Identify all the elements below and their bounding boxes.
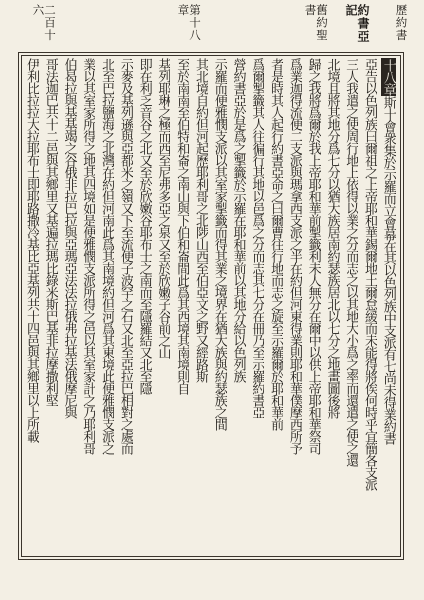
- text-column: [137, 58, 152, 552]
- text-column: [174, 58, 189, 552]
- page-number: 二百十六: [31, 4, 57, 42]
- column-text: 北境且將其地分爲七分以猶大族居南約瑟族居北以七分之地畫圖後將: [324, 58, 340, 418]
- column-text: 者是時其人起行約書亞命之曰爾曹往行地而志之旋至示羅爾於耶和華前: [268, 58, 284, 430]
- text-column: [231, 58, 246, 552]
- column-text: 業以其室家所得之地其四境如是便雅憫支派所得之邑以其室家計之乃耶利哥: [80, 58, 96, 454]
- text-column: [249, 58, 264, 552]
- text-columns: [24, 58, 396, 552]
- column-text: 哥法迦巴共十二邑與其鄉里又基遍拉瑪比錄米斯巴基非拉摩撒利堅: [42, 58, 58, 406]
- text-column: [24, 58, 39, 552]
- column-text: 歸之我將爲爾於我上帝耶和華前掣籤利未人無分在爾中以供上帝耶和華祭司: [305, 58, 321, 454]
- running-header-chapter: 第十八章: [176, 4, 202, 42]
- column-text: 爲爾掣籤其人往徧行其地以邑爲之分而志其七分在冊乃至示羅約書亞: [249, 58, 265, 418]
- column-text: 亞告以色列族曰爾祖之上帝耶和華錫爾地土爾怠緩而未能得將俟何時乎宜簡各支派: [362, 58, 378, 490]
- text-column: [193, 58, 208, 552]
- text-column: [343, 58, 358, 552]
- text-column: [155, 58, 170, 552]
- text-column: [43, 58, 58, 552]
- running-header-heading: 約書亞記: [344, 4, 370, 43]
- column-text: 基列耶琳之極而西至尼弗多亞之泉又至於欣嫩子谷前之山: [155, 58, 171, 358]
- text-column: [99, 58, 114, 552]
- column-text: 營約書亞於是爲之掣籤於示羅在耶和華前以其地分給以色列族: [230, 58, 246, 382]
- chapter-marker: 十八章: [380, 59, 396, 95]
- column-text: 其北境自約但河起歷耶利哥之北陟山西至伯亞文之野又經路斯: [193, 58, 209, 382]
- column-text: 伊利比拉拉大拉耶布士即耶路撒冷基比亞基列共十四邑與其鄉里以上所載: [24, 58, 39, 442]
- column-text: 伯曷拉與基基竭之谷俄非拉巴拉與亞瑪亞法法拉俄弗拉基法俄摩尼與: [61, 58, 77, 418]
- column-text: 至於南南至伯特和崙之南山與下伯和崙間此爲其西境其南境則自: [174, 58, 190, 394]
- running-header-subbook: 舊約聖書: [303, 4, 329, 42]
- text-column: [212, 58, 227, 552]
- column-text: 示羅而便雅憫支派以其室家掣籤而得其業之境界在猶大族與約瑟族之間: [211, 58, 227, 430]
- column-text: 示麥及基列遜與亞都米之嶺又下至流便子波罕之石又北至亞拉巴相對之處而: [117, 58, 133, 454]
- text-column: [118, 58, 133, 552]
- column-text: 即在利乏音谷之北又至於欣嫩谷耶布士之南而至隱羅結又北至隱: [136, 58, 152, 394]
- text-column: [306, 58, 321, 552]
- column-text: 三人我遣之使周行地上依得以業之分而志之以其地大小爲之率而還遣之使之還: [343, 58, 359, 466]
- column-text: 爲業迦得流便二支派與瑪拿西支派之半在約但河東得業則耶和華僕摩西所予: [286, 58, 302, 454]
- text-column: [268, 58, 283, 552]
- text-column: [362, 58, 377, 552]
- text-column: [80, 58, 95, 552]
- column-text: 斯十會衆集於示羅而立會幕在其以色列族中支派有七尚未得業約書: [380, 96, 396, 444]
- text-column: [381, 58, 396, 552]
- running-header-book: 歷約書: [394, 4, 409, 42]
- text-column: [325, 58, 340, 552]
- text-column: [62, 58, 77, 552]
- column-text: 北至巴拉鹽海之北灣在約但河南此爲其南境約但河爲其東境此便雅憫支派之: [99, 58, 115, 454]
- text-column: [287, 58, 302, 552]
